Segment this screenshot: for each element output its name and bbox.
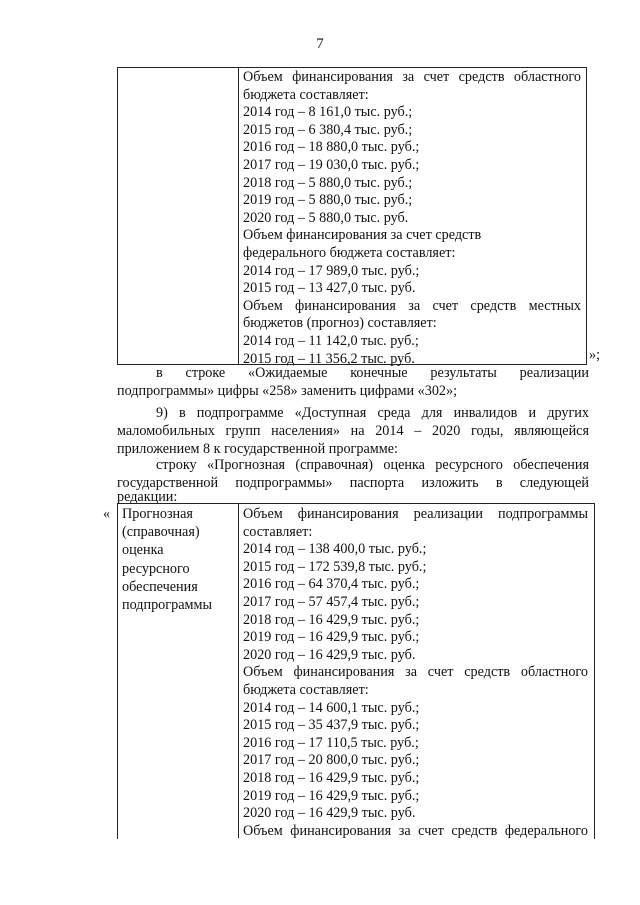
t2l-line: подпрограммы bbox=[122, 597, 212, 613]
t2l-line: (справочная) bbox=[122, 524, 200, 541]
t2r-line: 2016 год – 64 370,4 тыс. руб.; bbox=[243, 576, 420, 593]
t2r-line: 2019 год – 16 429,9 тыс. руб.; bbox=[243, 787, 420, 804]
paragraph-3-line-1: строку «Прогнозная (справочная) оценка ресурсного обеспечения bbox=[156, 457, 589, 473]
paragraph-2-line-2: маломобильных групп населения» на 2014 – 2020 годы, являющейся bbox=[117, 423, 589, 439]
t2r-line: 2014 год – 14 600,1 тыс. руб.; bbox=[243, 699, 420, 716]
opening-quote: « bbox=[103, 506, 111, 522]
t2r-line: Объем финансирования за счет средств областного bbox=[243, 664, 588, 681]
t1-line: 2018 год – 5 880,0 тыс. руб.; bbox=[243, 174, 413, 191]
t1-line: 2016 год – 18 880,0 тыс. руб.; bbox=[243, 139, 420, 156]
paragraph-3-line-3: редакции: bbox=[117, 489, 178, 505]
t2r-line: 2016 год – 17 110,5 тыс. руб.; bbox=[243, 734, 419, 751]
paragraph-2-line-3: приложением 8 к государственной программе: bbox=[117, 441, 398, 457]
t2l-line: ресурсного bbox=[122, 560, 190, 577]
t1-line: 2020 год – 5 880,0 тыс. руб. bbox=[243, 209, 409, 226]
t1-line: 2014 год – 11 142,0 тыс. руб.; bbox=[243, 333, 419, 349]
t2l-line: Прогнозная bbox=[122, 506, 193, 522]
t2r-line: бюджета составляет: bbox=[243, 682, 369, 698]
page-number: 7 bbox=[316, 36, 324, 52]
t1-line: 2019 год – 5 880,0 тыс. руб.; bbox=[243, 192, 413, 209]
paragraph-1-line-2: подпрограммы» цифры «258» заменить цифрами «302»; bbox=[117, 383, 458, 399]
closing-quote: »; bbox=[589, 347, 601, 363]
t2l-line: обеспечения bbox=[122, 578, 198, 595]
t2r-line: 2017 год – 20 800,0 тыс. руб.; bbox=[243, 752, 420, 769]
t1-line: 2015 год – 6 380,4 тыс. руб.; bbox=[243, 121, 413, 138]
t2r-line: 2019 год – 16 429,9 тыс. руб.; bbox=[243, 629, 420, 646]
t1-line: 2015 год – 11 356,2 тыс. руб. bbox=[243, 350, 415, 367]
t1-line: федерального бюджета составляет: bbox=[243, 245, 456, 261]
table-bottom-divider bbox=[238, 503, 239, 838]
t2r-line: 2018 год – 16 429,9 тыс. руб.; bbox=[243, 770, 420, 786]
t2r-line: 2020 год – 16 429,9 тыс. руб. bbox=[243, 805, 416, 822]
t2r-line: составляет: bbox=[243, 523, 313, 540]
t1-line: бюджетов (прогноз) составляет: bbox=[243, 315, 437, 332]
t2r-line: 2017 год – 57 457,4 тыс. руб.; bbox=[243, 594, 420, 610]
t1-line: 2014 год – 8 161,0 тыс. руб.; bbox=[243, 104, 413, 121]
t1-line: Объем финансирования за счет средств областного bbox=[243, 69, 581, 85]
paragraph-2-line-1: 9) в подпрограмме «Доступная среда для инвалидов и других bbox=[156, 405, 589, 421]
paragraph-3-line-2: государственной подпрограммы» паспорта изложить в следующей bbox=[117, 475, 589, 491]
t1-line: 2015 год – 13 427,0 тыс. руб. bbox=[243, 280, 416, 297]
t1-line: Объем финансирования за счет средств bbox=[243, 227, 482, 244]
t1-line: Объем финансирования за счет средств местных bbox=[243, 297, 581, 314]
t2r-line: 2015 год – 35 437,9 тыс. руб.; bbox=[243, 717, 420, 734]
paragraph-1-line-1: в строке «Ожидаемые конечные результаты реализации bbox=[156, 365, 589, 381]
t2r-line: 2014 год – 138 400,0 тыс. руб.; bbox=[243, 541, 427, 558]
t1-line: бюджета составляет: bbox=[243, 86, 369, 103]
t2r-line: 2015 год – 172 539,8 тыс. руб.; bbox=[243, 558, 427, 575]
table-top-divider bbox=[238, 67, 239, 364]
t2l-line: оценка bbox=[122, 542, 164, 559]
t1-line: 2017 год – 19 030,0 тыс. руб.; bbox=[243, 157, 420, 173]
t1-line: 2014 год – 17 989,0 тыс. руб.; bbox=[243, 262, 420, 279]
t2r-line: 2020 год – 16 429,9 тыс. руб. bbox=[243, 646, 416, 663]
t2r-line: Объем финансирования реализации подпрограммы bbox=[243, 506, 588, 522]
t2r-line: 2018 год – 16 429,9 тыс. руб.; bbox=[243, 611, 420, 628]
t2r-line: Объем финансирования за счет средств федерального bbox=[243, 822, 588, 839]
